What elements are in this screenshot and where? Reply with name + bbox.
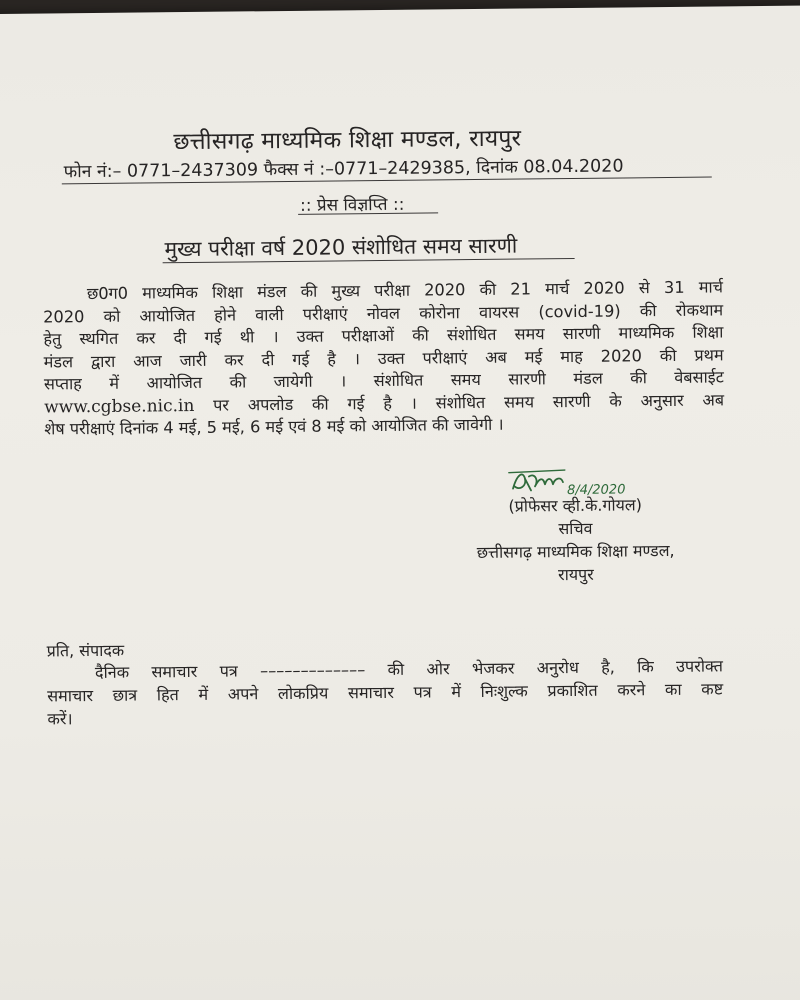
board-title: छत्तीसगढ़ माध्यमिक शिक्षा मण्डल, रायपुर xyxy=(173,125,522,156)
body-line: मंडल द्वारा आज जारी कर दी गई है । उक्त परीक्षाएं अब मई माह 2020 की प्रथम xyxy=(43,344,724,372)
signatory-city: रायपुर xyxy=(558,564,594,585)
body-line: शेष परीक्षाएं दिनांक 4 मई, 5 मई, 6 मई एवं 8 मई को आयोजित की जावेगी । xyxy=(44,414,504,439)
body-line-rest: पर अपलोड की गई है । संशोधित समय सारणी के अनुसार अब xyxy=(194,389,725,415)
contact-line: फोन नं:– 0771–2437309 फैक्स नं :–0771–2429385, दिनांक 08.04.2020 xyxy=(63,156,624,183)
body-line: सप्ताह में आयोजित की जायेगी । संशोधित समय सारणी मंडल की वेबसाईट xyxy=(43,367,724,394)
document-page xyxy=(0,5,800,1000)
press-note-heading: :: प्रेस विज्ञप्ति :: xyxy=(299,194,405,216)
subject-heading: मुख्य परीक्षा वर्ष 2020 संशोधित समय सारणी xyxy=(164,233,518,262)
signatory-name: (प्रोफेसर व्ही.के.गोयल) xyxy=(508,495,643,516)
signatory-block xyxy=(415,492,736,587)
body-paragraph xyxy=(43,276,725,441)
signature-date: 8/4/2020 xyxy=(566,482,626,499)
signatory-organization: छत्तीसगढ़ माध्यमिक शिक्षा मण्डल, xyxy=(476,540,675,563)
closing-line: करें। xyxy=(47,709,73,729)
closing-line: दैनिक समाचार पत्र ––––––––––––– की ओर भेजकर अनुरोध है, कि उपरोक्त xyxy=(94,656,723,683)
body-line: हेतु स्थगित कर दी गई थी । उक्त परीक्षाओं की संशोधित समय सारणी माध्यमिक शिक्षा xyxy=(43,322,724,349)
body-line: 2020 को आयोजित होने वाली परीक्षाएं नोवल कोरोना वायरस (covid-19) की रोकथाम xyxy=(43,299,724,327)
website-url: www.cgbse.nic.in xyxy=(44,395,195,418)
body-line: छ0ग0 माध्यमिक शिक्षा मंडल की मुख्य परीक्षा 2020 की 21 मार्च 2020 से 31 मार्च xyxy=(86,277,724,304)
signatory-designation: सचिव xyxy=(558,518,593,539)
closing-line: समाचार छात्र हित में अपने लोकप्रिय समाचार पत्र में निःशुल्क प्रकाशित करने का कष्ट xyxy=(47,679,724,706)
recipient-line: प्रति, संपादक xyxy=(46,640,125,661)
closing-paragraph xyxy=(47,654,724,730)
